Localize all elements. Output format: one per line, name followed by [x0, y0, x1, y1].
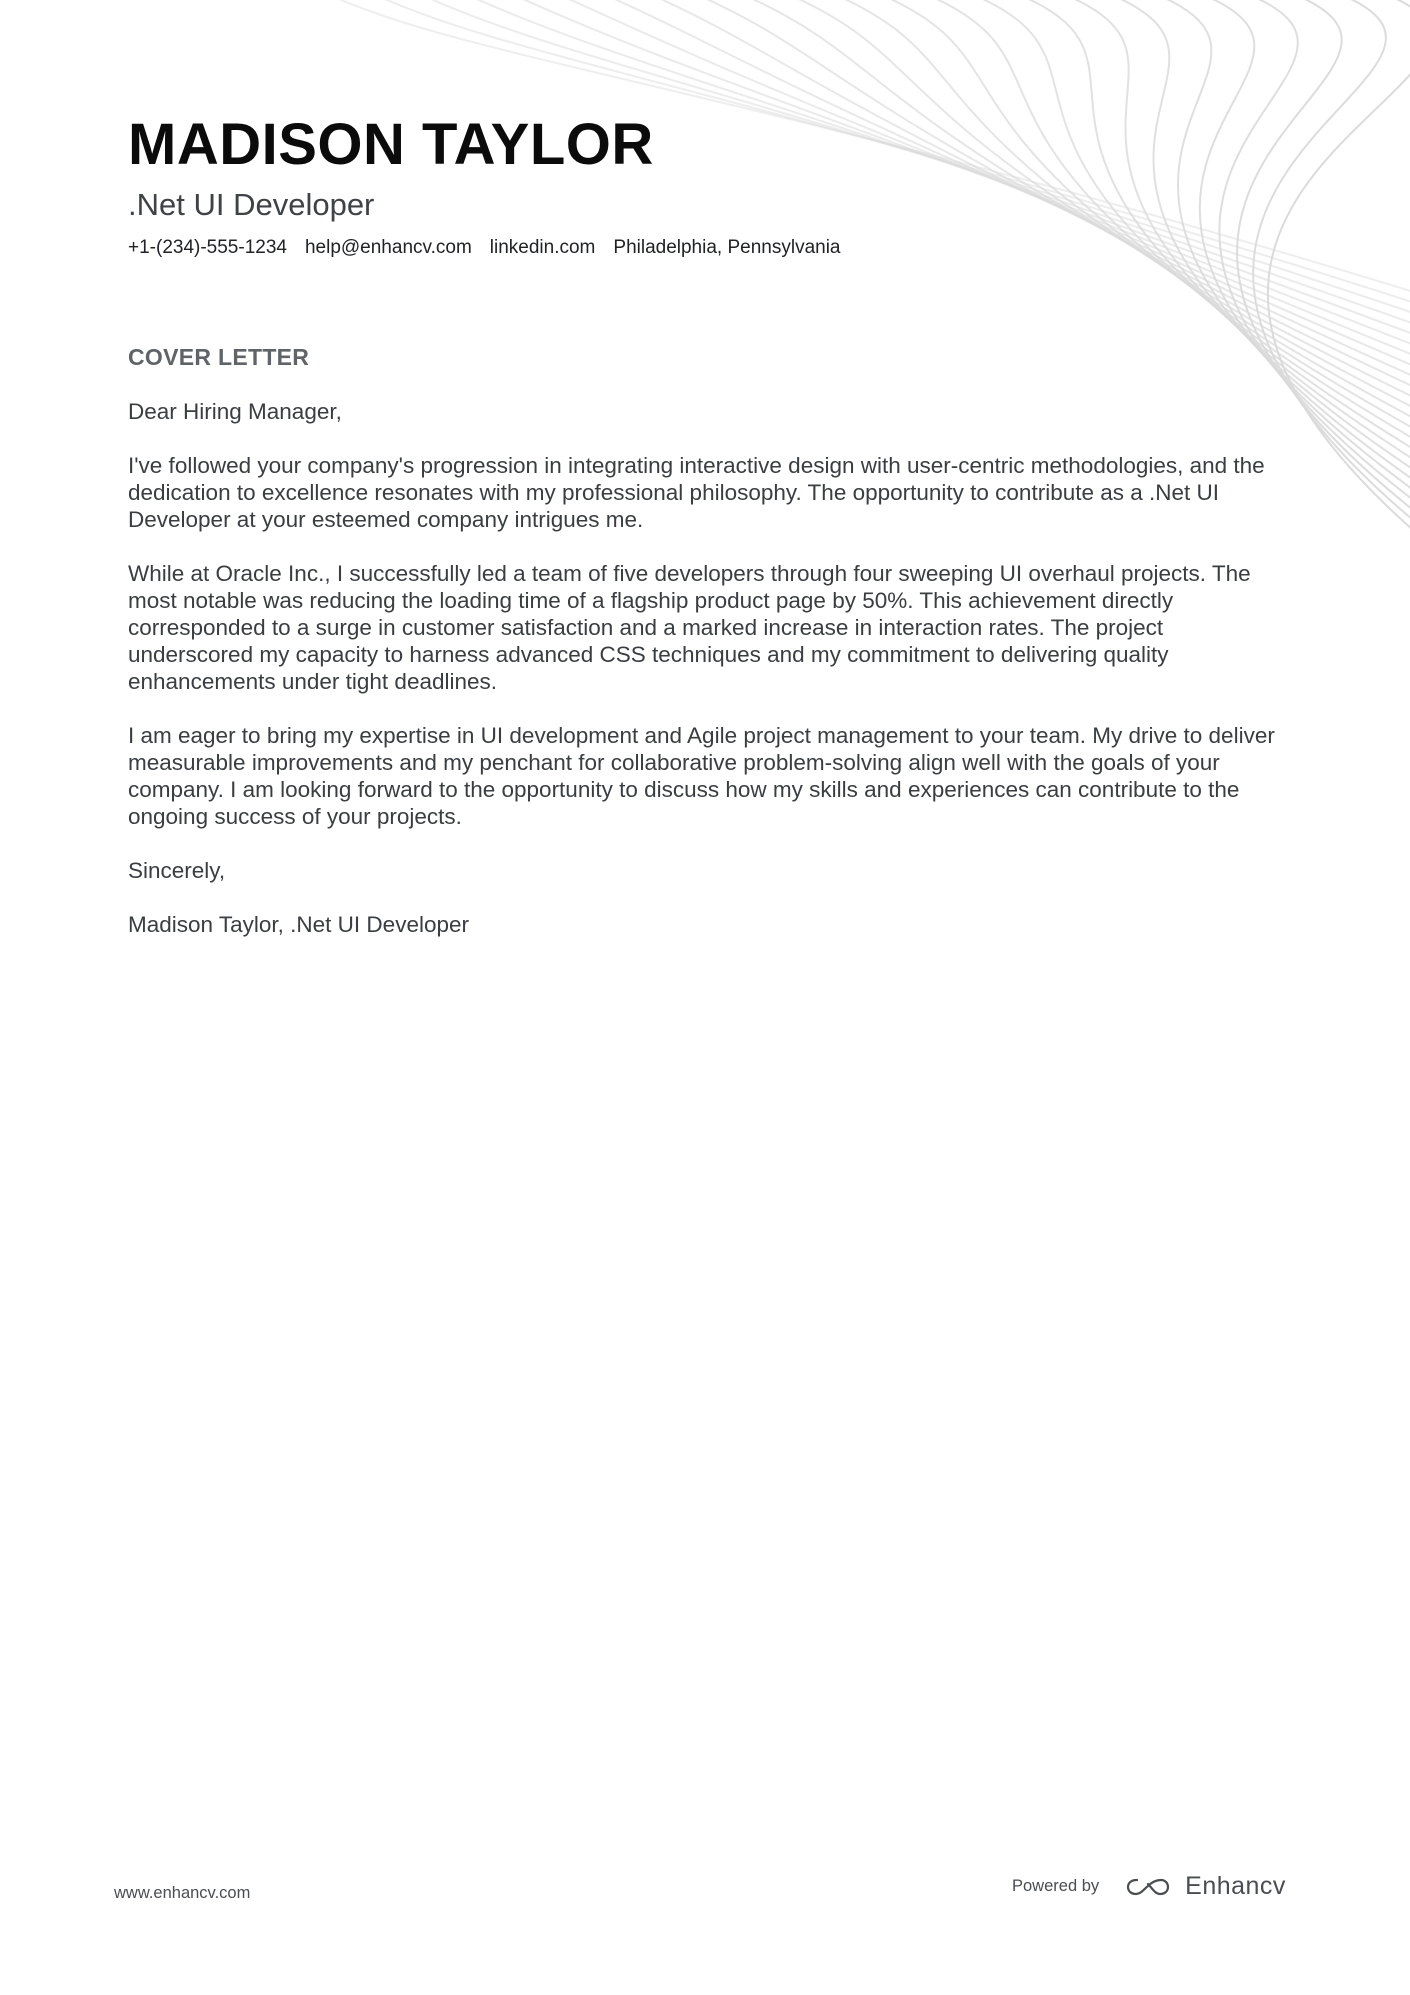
email-address[interactable]: help@enhancv.com [304, 237, 472, 258]
linkedin-link[interactable]: linkedin.com [489, 237, 596, 258]
candidate-name: MADISON TAYLOR [128, 112, 654, 177]
footer-branding [1012, 1872, 1286, 1901]
brand-name: Enhancv [1185, 1872, 1286, 1900]
signature: Madison Taylor, .Net UI Developer [128, 912, 469, 937]
powered-by-label: Powered by [1012, 1877, 1100, 1895]
cover-letter-body [128, 398, 1288, 965]
letter-paragraph: I am eager to bring my expertise in UI development and Agile project management to your team. My drive to deliver measurable improvements and my penchant for collaborative problem-solving align well with the goals of your company. I am looking forward to the opportunity to discuss how my skills and experiences can contribute to the ongoing success of your projects. [128, 723, 1275, 829]
closing: Sincerely, [128, 858, 226, 883]
letter-paragraph: I've followed your company's progression in integrating interactive design with user-centric methodologies, and the dedication to excellence resonates with my professional philosophy. The opportunity to contribute as a .Net UI Developer at your esteemed company intrigues me. [128, 453, 1265, 532]
job-title: .Net UI Developer [128, 187, 375, 222]
wave-line [1268, 0, 1410, 553]
phone-number: +1-(234)-555-1234 [128, 237, 287, 258]
footer-website-link[interactable]: www.enhancv.com [114, 1884, 251, 1902]
location: Philadelphia, Pennsylvania [613, 237, 841, 258]
letter-paragraph: While at Oracle Inc., I successfully led a team of five developers through four sweeping UI overhaul projects. The most notable was reducing the loading time of a flagship product page by 50%. This achievement directly corresponded to a surge in customer satisfaction and a marked increase in interaction rates. The project underscored my capacity to harness advanced CSS techniques and my commitment to delivering quality enhancements under tight deadlines. [128, 561, 1251, 694]
section-title-cover-letter: COVER LETTER [128, 344, 310, 370]
greeting: Dear Hiring Manager, [128, 399, 342, 424]
contact-info [128, 236, 1128, 260]
enhancv-logo-icon [1125, 1875, 1171, 1899]
resume-header [128, 112, 1128, 260]
